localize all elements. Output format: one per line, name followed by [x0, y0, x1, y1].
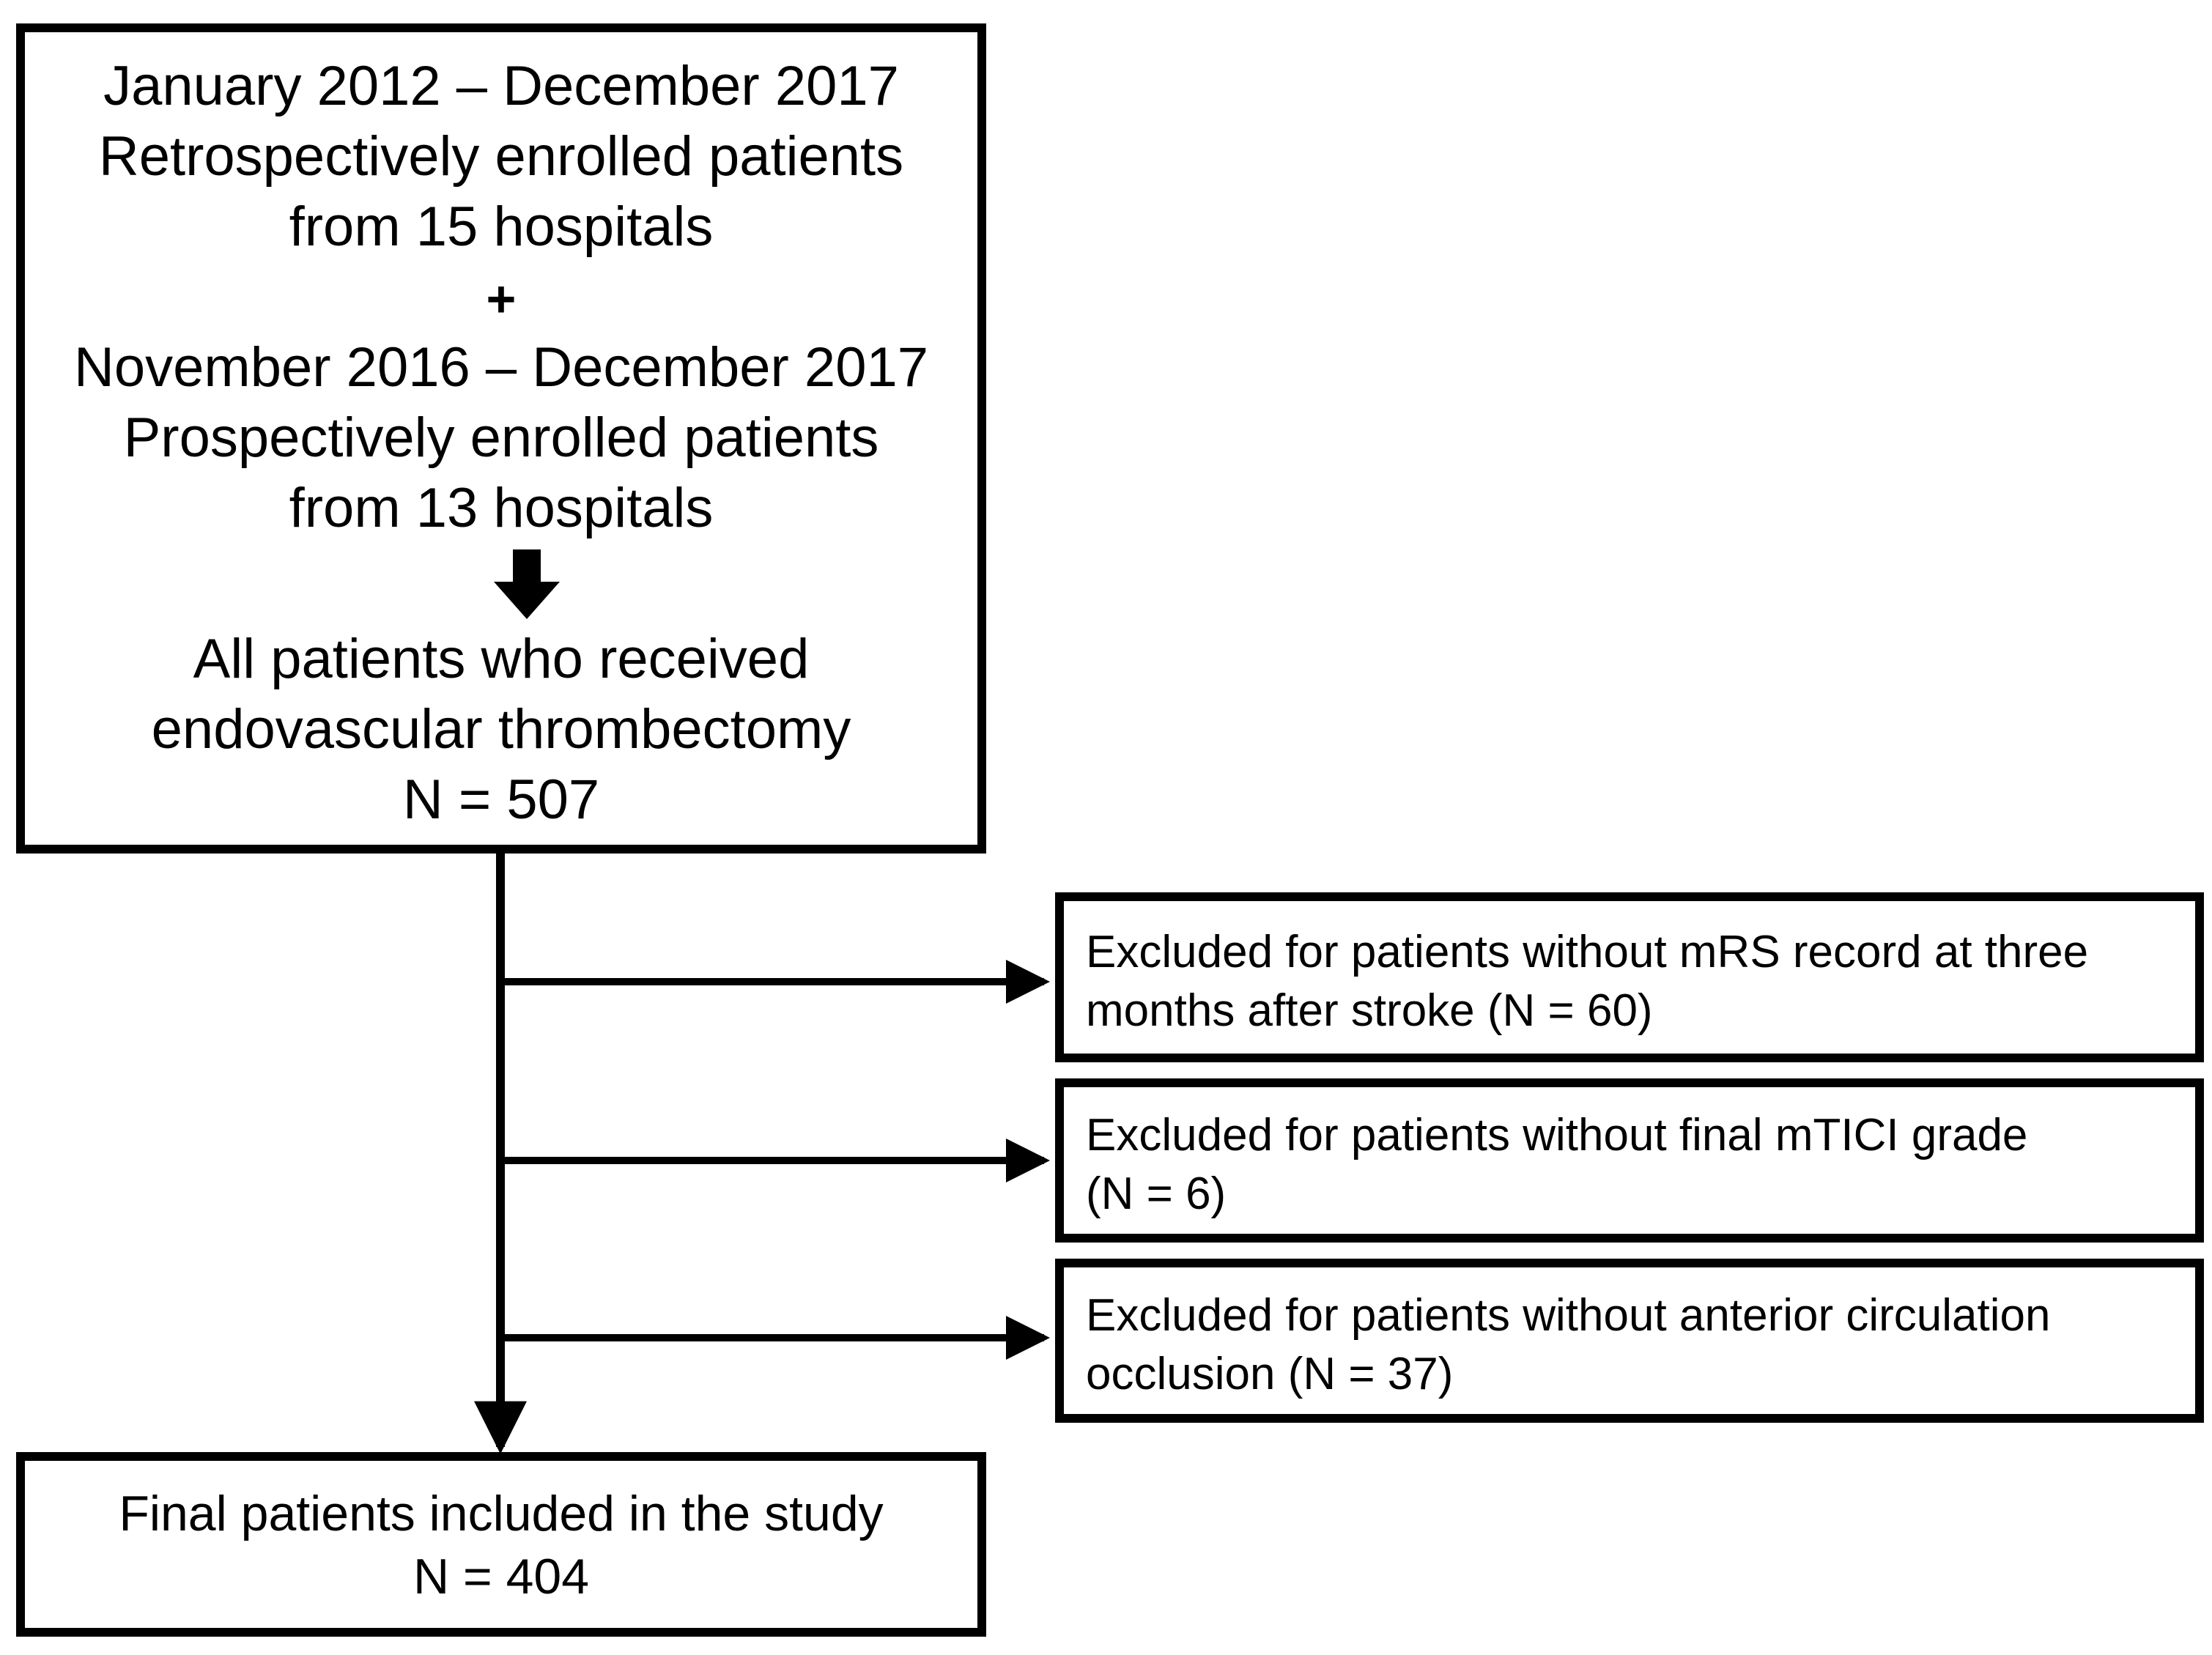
down-arrow-icon: [494, 549, 560, 619]
exclusion-line1: Excluded for patients without final mTICI grade: [1086, 1110, 2028, 1160]
exclusion-line2: occlusion (N = 37): [1086, 1349, 1454, 1399]
exclusion-box-mtici: [1055, 1078, 2204, 1243]
pro-description: Prospectively enrolled patients: [123, 407, 879, 469]
exclusion-line2: months after stroke (N = 60): [1086, 985, 1653, 1036]
all-patients-count: N = 507: [402, 769, 600, 831]
plus-sign: +: [486, 270, 517, 327]
pro-sites: from 13 hospitals: [289, 477, 714, 539]
all-patients-line2: endovascular thrombectomy: [151, 698, 851, 760]
exclusion-text: [1086, 923, 2173, 1040]
exclusion-text: [1086, 1286, 2173, 1404]
all-patients-line1: All patients who received: [193, 628, 810, 690]
exclusion-line2: (N = 6): [1086, 1169, 1227, 1219]
final-description: Final patients included in the study: [119, 1486, 884, 1541]
exclusion-text: [1086, 1106, 2173, 1223]
exclusion-box-anterior: [1055, 1259, 2204, 1423]
exclusion-line1: Excluded for patients without mRS record at three: [1086, 927, 2089, 977]
pro-period: November 2016 – December 2017: [73, 336, 928, 399]
retro-description: Retrospectively enrolled patients: [98, 125, 904, 188]
final-count: N = 404: [413, 1549, 590, 1604]
retro-sites: from 15 hospitals: [289, 196, 714, 258]
final-box: [16, 1452, 986, 1637]
enrollment-box: [16, 23, 986, 854]
exclusion-box-mrs: [1055, 892, 2204, 1062]
exclusion-line1: Excluded for patients without anterior circulation: [1086, 1290, 2051, 1341]
retro-period: January 2012 – December 2017: [103, 55, 899, 117]
